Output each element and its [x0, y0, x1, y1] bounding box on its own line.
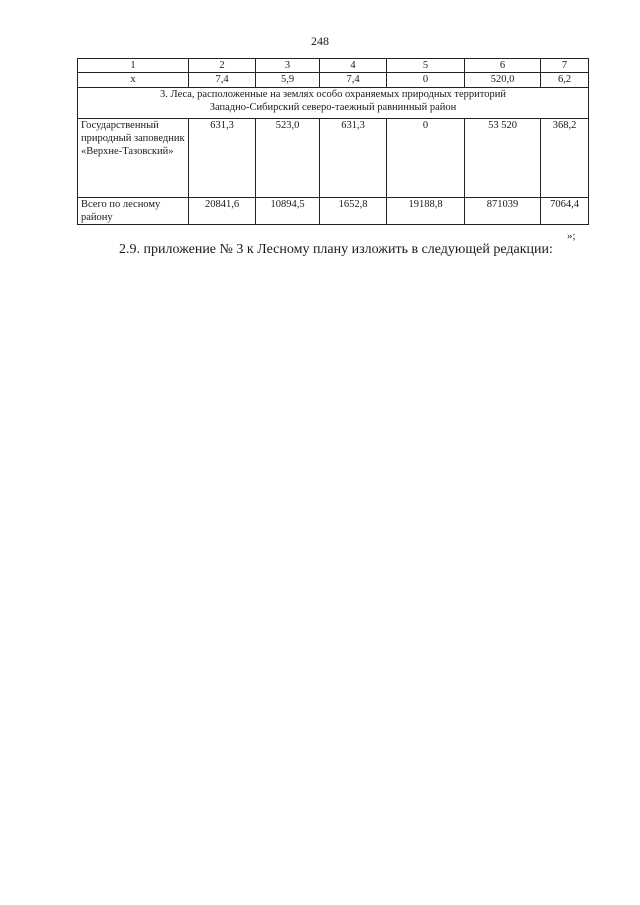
header-cell: 7: [541, 59, 589, 73]
table-cell: 6,2: [541, 73, 589, 88]
table-cell: 7,4: [320, 73, 387, 88]
table-cell: 10894,5: [256, 198, 320, 225]
page-number: 248: [311, 34, 329, 48]
table-row: [78, 73, 589, 88]
table-cell: 871039: [465, 198, 541, 225]
table-cell: 523,0: [256, 119, 320, 198]
header-cell: 1: [78, 59, 189, 73]
table-cell: x: [78, 73, 189, 88]
closing-quote-mark: »;: [567, 230, 576, 242]
table-cell: 368,2: [541, 119, 589, 198]
amendment-instruction: 2.9. приложение № 3 к Лесному плану изложить в следующей редакции:: [119, 242, 553, 257]
table-cell: 20841,6: [189, 198, 256, 225]
section-subtitle: Западно-Сибирский северо-таежный равнинный район: [209, 102, 457, 114]
table-cell: 631,3: [320, 119, 387, 198]
header-cell: 6: [465, 59, 541, 73]
table-cell: 5,9: [256, 73, 320, 88]
table-cell: 0: [387, 73, 465, 88]
header-cell: 4: [320, 59, 387, 73]
table-cell: 7064,4: [541, 198, 589, 225]
table-cell: 7,4: [189, 73, 256, 88]
table-cell: 520,0: [465, 73, 541, 88]
table-row: [78, 198, 589, 225]
table-cell: 631,3: [189, 119, 256, 198]
forest-data-table: [77, 58, 589, 225]
row-label: Государственный природный заповедник «Верхне-Тазовский»: [78, 119, 189, 198]
header-cell: 3: [256, 59, 320, 73]
section-heading-row: [78, 88, 589, 119]
table-cell: 1652,8: [320, 198, 387, 225]
table-row: [78, 119, 589, 198]
table-cell: 53 520: [465, 119, 541, 198]
table-header-row: [78, 59, 589, 73]
table-cell: 19188,8: [387, 198, 465, 225]
section-heading-cell: [78, 88, 589, 119]
section-title: 3. Леса, расположенные на землях особо охраняемых природных территорий: [160, 89, 506, 101]
header-cell: 2: [189, 59, 256, 73]
table-cell: 0: [387, 119, 465, 198]
row-label: Всего по лесному району: [78, 198, 189, 225]
header-cell: 5: [387, 59, 465, 73]
